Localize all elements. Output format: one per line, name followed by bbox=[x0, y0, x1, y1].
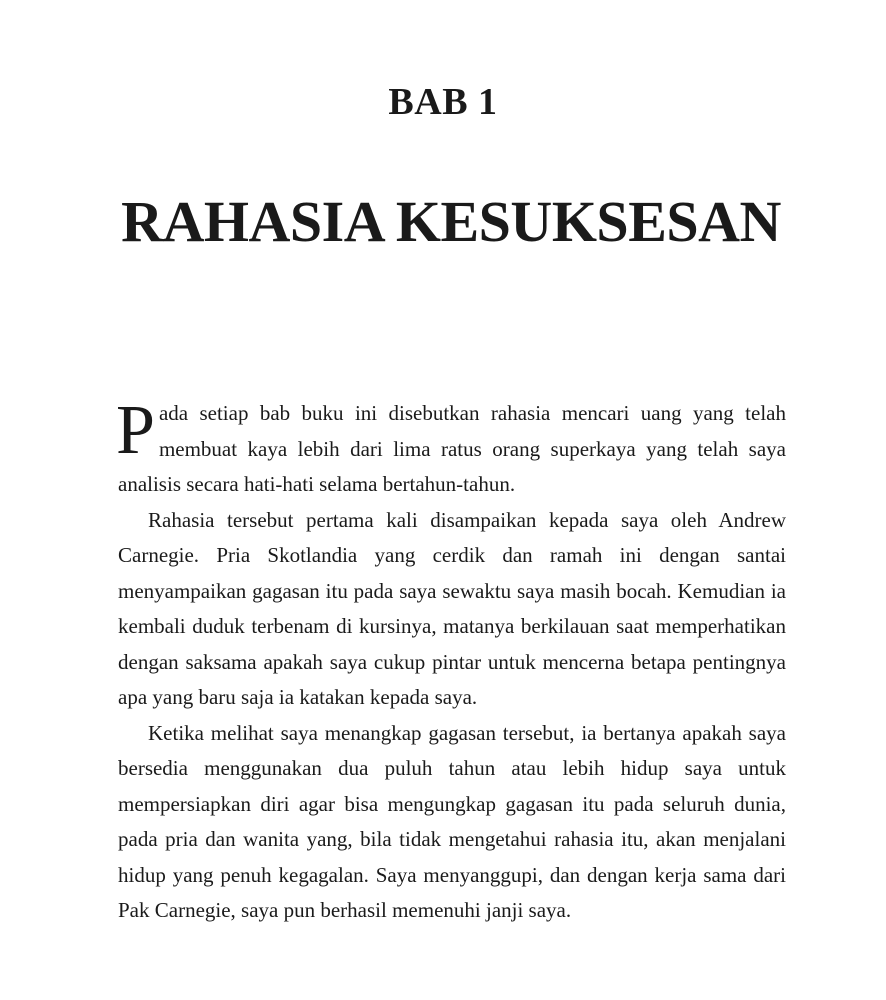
chapter-title: RAHASIA KESUKSESAN bbox=[121, 189, 781, 254]
drop-cap: P bbox=[116, 392, 155, 469]
paragraph-1 bbox=[116, 392, 786, 503]
paragraph-3: Ketika melihat saya menangkap gagasan tersebut, ia bertanya apakah saya bersedia menggunakan dua puluh tahun atau lebih hidup saya untuk mempersiapkan diri agar bisa mengungkap gagasan itu pada seluruh dunia, pada pria dan wanita yang, bila tidak mengetahui rahasia itu, akan menjalani hidup yang penuh kegagalan. Saya menyanggupi, dan dengan kerja sama dari Pak Carnegie, saya pun berhasil memenuhi janji saya. bbox=[118, 720, 786, 922]
chapter-label: BAB 1 bbox=[388, 81, 498, 123]
paragraph-2: Rahasia tersebut pertama kali disampaikan kepada saya oleh Andrew Carnegie. Pria Skotlandia yang cerdik dan ramah ini dengan santai menyampaikan gagasan itu pada saya sewaktu saya masih bocah. Kemudian ia kembali duduk terbenam di kursinya, matanya berkilauan saat memperhatikan dengan saksama apakah saya cukup pintar untuk mencerna betapa pentingnya apa yang baru saja ia katakan kepada saya. bbox=[118, 507, 786, 709]
chapter-body bbox=[116, 392, 786, 929]
paragraph-1-text: ada setiap bab buku ini disebutkan rahasia mencari uang yang telah membuat kaya lebih dari lima ratus orang superkaya yang telah saya analisis secara hati-hati selama bertahun-tahun. bbox=[118, 401, 786, 496]
